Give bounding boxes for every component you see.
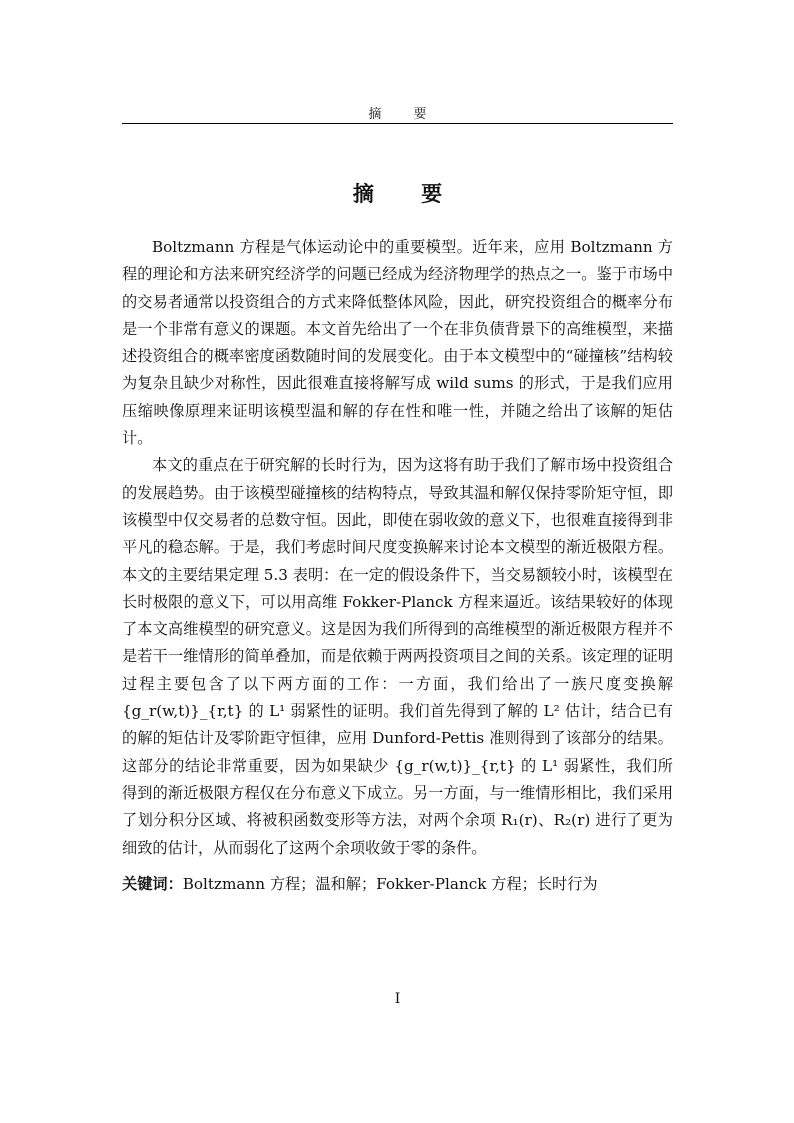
page-title: 摘 要 bbox=[352, 182, 463, 206]
page-number: I bbox=[394, 991, 401, 1007]
header-rule bbox=[122, 123, 673, 124]
running-head: 摘 要 bbox=[368, 107, 441, 122]
abstract-paragraph-1: Boltzmann 方程是气体运动论中的重要模型。近年来，应用 Boltzmann 方程的理论和方法来研究经济学的问题已经成为经济物理学的热点之一。鉴于市场中的交易者通常以投资组合的方式来降低整体风险，因此，研究投资组合的概率分布是一个非常有意义的课题。本文首先给出了一个在非负债背景下的高维模型，来描述投资组合的概率密度函数随时间的发展变化。由于本文模型中的“碰撞核”结构较为复杂且缺少对称性，因此很难直接将解写成 wild sums 的形式，于是我们应用压缩映像原理来证明该模型温和解的存在性和唯一性，并随之给出了该解的矩估计。 bbox=[122, 238, 673, 448]
keywords bbox=[122, 871, 673, 898]
abstract-body bbox=[122, 234, 673, 898]
abstract-paragraph-2: 本文的重点在于研究解的长时行为，因为这将有助于我们了解市场中投资组合的发展趋势。由于该模型碰撞核的结构特点，导致其温和解仅保持零阶矩守恒，即该模型中仅交易者的总数守恒。因此，即使在弱收敛的意义下，也很难直接得到非平凡的稳态解。于是，我们考虑时间尺度变换解来讨论本文模型的渐近极限方程。本文的主要结果定理 5.3 表明：在一定的假设条件下，当交易额较小时，该模型在长时极限的意义下，可以用高维 Fokker-Planck 方程来逼近。该结果较好的体现了本文高维模型的研究意义。这是因为我们所得到的高维模型的渐近极限方程并不是若干一维情形的简单叠加，而是依赖于两两投资项目之间的关系。该定理的证明过程主要包含了以下两方面的工作：一方面，我们给出了一族尺度变换解 {g_r(w,t)}_{r,t} 的 L¹ 弱紧性的证明。我们首先得到了解的 L² 估计，结合已有的解的矩估计及零阶距守恒律，应用 Dunford-Pettis 准则得到了该部分的结果。这部分的结论非常重要，因为如果缺少 {g_r(w,t)}_{r,t} 的 L¹ 弱紧性，我们所得到的渐近极限方程仅在分布意义下成立。另一方面，与一维情形相比，我们采用了划分积分区域、将被积函数变形等方法，对两个余项 R₁(r)、R₂(r) 进行了更为细致的估计，从而弱化了这两个余项收敛于零的条件。 bbox=[122, 456, 673, 857]
keywords-text: Boltzmann 方程；温和解；Fokker-Planck 方程；长时行为 bbox=[182, 874, 598, 893]
keywords-label: 关键词： bbox=[122, 874, 183, 893]
